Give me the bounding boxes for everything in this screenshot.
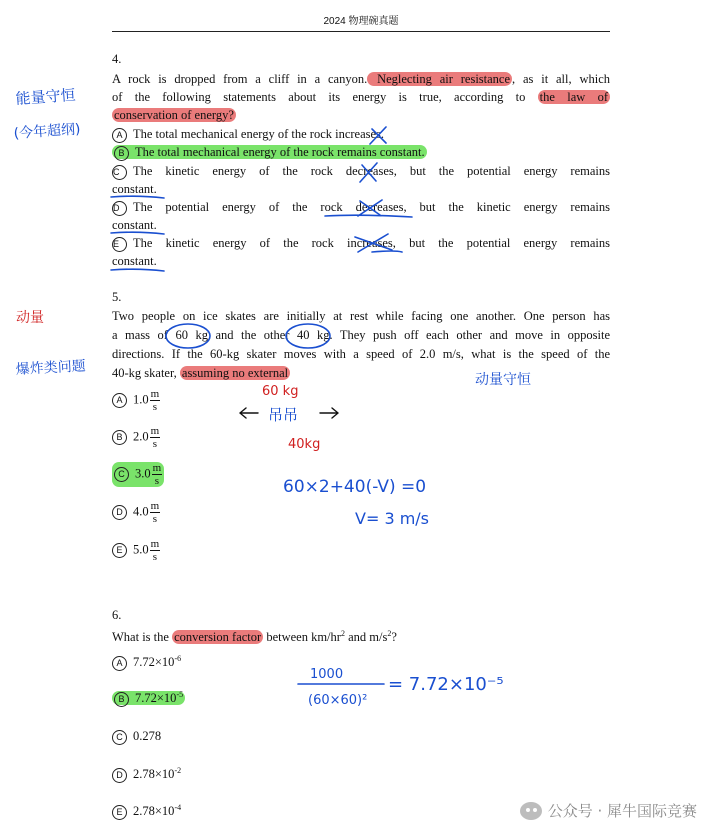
option-value: 3.0	[135, 466, 151, 481]
option-text: The total mechanical energy of the rock remains constant.	[135, 145, 425, 159]
question-4-number: 4.	[112, 52, 122, 66]
option-circle: A	[112, 128, 127, 143]
option-circle: D	[112, 201, 127, 216]
fraction-denominator: (60×60)²	[308, 693, 368, 708]
option-circle: B	[112, 430, 127, 445]
unit-fraction	[152, 462, 163, 487]
note-conservation: 动量守恒	[475, 372, 531, 388]
unit-num: m	[150, 538, 160, 550]
fraction-result: = 7.72×10⁻⁵	[388, 674, 504, 695]
q6-option-a[interactable]	[112, 654, 181, 671]
q5-option-c[interactable]	[112, 462, 164, 487]
watermark	[520, 800, 697, 821]
fraction-numerator: 1000	[310, 667, 344, 682]
option-exponent: -6	[174, 654, 182, 663]
unit-den: s	[152, 513, 158, 525]
q5-option-d[interactable]	[112, 500, 160, 525]
q4-option-b[interactable]	[112, 145, 427, 161]
highlight-correct	[112, 691, 185, 705]
option-circle: B	[114, 692, 129, 707]
option-exponent: -4	[174, 803, 182, 812]
highlight-law-of: the law of	[539, 90, 608, 104]
option-circle: C	[114, 467, 129, 482]
equation-2: V= 3 m/s	[355, 509, 430, 528]
unit-den: s	[152, 401, 158, 413]
q6-text: and m/s	[344, 630, 388, 645]
question-4-line-3	[112, 107, 610, 123]
unit-fraction	[150, 388, 161, 413]
option-text: The total mechanical energy of the rock increases.	[133, 127, 385, 141]
note-explosion: 爆炸类问题	[15, 358, 87, 378]
option-circle: E	[112, 543, 127, 558]
option-circle: A	[112, 393, 127, 408]
equation-1: 60×2+40(-V) =0	[283, 477, 427, 497]
q5-text: 40-kg skater,	[112, 366, 180, 380]
option-value: 2.78×10	[133, 767, 175, 782]
option-circle: E	[112, 805, 127, 820]
underline	[111, 269, 164, 271]
option-value: 7.72×10	[135, 691, 177, 706]
option-exponent: -2	[174, 766, 182, 775]
option-text: The kinetic energy of the rock increases, but the potential energy remains	[133, 236, 610, 250]
label-40kg: 40kg	[288, 437, 321, 452]
option-value: 2.78×10	[133, 804, 175, 819]
q4-option-e[interactable]	[112, 235, 610, 252]
option-circle: A	[112, 656, 127, 671]
highlight-conversion-factor: conversion factor	[174, 630, 262, 645]
option-value: 5.0	[133, 542, 149, 557]
note-energy-1: 能量守恒	[15, 85, 77, 108]
q4-text: of the following statements about its energy is true, according to	[112, 90, 538, 104]
question-6-text	[112, 626, 610, 645]
unit-num: m	[150, 388, 160, 400]
option-circle: D	[112, 768, 127, 783]
q5-option-b[interactable]	[112, 425, 160, 450]
option-text: The kinetic energy of the rock decreases, but the potential energy remains	[133, 164, 610, 178]
q5-option-e[interactable]	[112, 538, 160, 563]
question-5-number: 5.	[112, 290, 122, 304]
unit-num: m	[152, 462, 162, 474]
q4-option-c-cont: constant.	[112, 182, 157, 196]
highlight-conservation: conservation of energy?	[114, 108, 234, 122]
unit-fraction	[150, 538, 161, 563]
q6-option-b[interactable]	[112, 690, 185, 707]
q5-option-a[interactable]	[112, 388, 160, 413]
option-value: 2.0	[133, 429, 149, 444]
note-momentum: 动量	[16, 310, 44, 326]
q6-option-c[interactable]	[112, 729, 161, 745]
q4-option-e-cont: constant.	[112, 254, 157, 268]
q4-option-c[interactable]	[112, 163, 610, 180]
q6-text: between km/hr	[263, 630, 341, 645]
q4-text: A rock is dropped from a cliff in a canyon.	[112, 72, 368, 86]
q6-text: ?	[391, 630, 397, 645]
highlight-correct	[112, 145, 427, 159]
unit-fraction	[150, 425, 161, 450]
unit-den: s	[152, 438, 158, 450]
question-4-line-2	[112, 89, 610, 105]
question-4-line-1	[112, 71, 610, 87]
question-6-number: 6.	[112, 608, 122, 622]
option-circle: C	[112, 165, 127, 180]
question-5-line-4	[112, 365, 610, 381]
arrow-right-icon	[320, 408, 338, 418]
label-60kg: 60 kg	[262, 384, 299, 399]
option-circle: D	[112, 505, 127, 520]
option-value: 0.278	[133, 729, 162, 743]
q4-option-d[interactable]	[112, 199, 610, 216]
skaters-sketch: 吊吊	[268, 406, 299, 424]
option-circle: C	[112, 730, 127, 745]
q4-option-d-cont: constant.	[112, 218, 157, 232]
q6-text: What is the	[112, 630, 173, 645]
header-rule	[112, 31, 610, 32]
unit-num: m	[150, 425, 160, 437]
unit-den: s	[152, 551, 158, 563]
note-energy-2: (今年超纲)	[13, 121, 82, 142]
question-5-line-2: a mass of 60 kg and the other 40 kg. They push off each other and move in opposite	[112, 328, 610, 342]
q6-sup: 2	[387, 629, 392, 638]
question-5-line-3: directions. If the 60-kg skater moves with a speed of 2.0 m/s, what is the speed of the	[112, 347, 610, 361]
q6-option-d[interactable]	[112, 766, 181, 783]
option-exponent: -5	[176, 690, 184, 699]
q4-option-a[interactable]	[112, 127, 384, 143]
unit-fraction	[150, 500, 161, 525]
option-text: The potential energy of the rock decreases, but the kinetic energy remains	[133, 200, 610, 214]
question-5-line-1: Two people on ice skates are initially at rest while facing one another. One person has	[112, 309, 610, 323]
option-value: 4.0	[133, 504, 149, 519]
q4-text: , as it all, which	[512, 72, 610, 86]
arrow-left-icon	[240, 408, 258, 418]
watermark-text: 公众号 · 犀牛国际竞赛	[547, 802, 697, 820]
wechat-icon	[520, 802, 542, 820]
option-circle: B	[114, 146, 129, 161]
page-header: 2024 物理碗真题	[323, 16, 399, 27]
q6-sup: 2	[340, 629, 345, 638]
unit-num: m	[150, 500, 160, 512]
highlight-no-external: assuming no external	[181, 366, 289, 380]
option-value: 7.72×10	[133, 655, 175, 670]
q6-option-e[interactable]	[112, 803, 181, 820]
option-circle: E	[112, 237, 127, 252]
option-value: 1.0	[133, 392, 149, 407]
unit-den: s	[154, 475, 160, 487]
highlight-correct	[112, 462, 164, 487]
highlight-air-resistance: Neglecting air resistance	[369, 72, 511, 86]
